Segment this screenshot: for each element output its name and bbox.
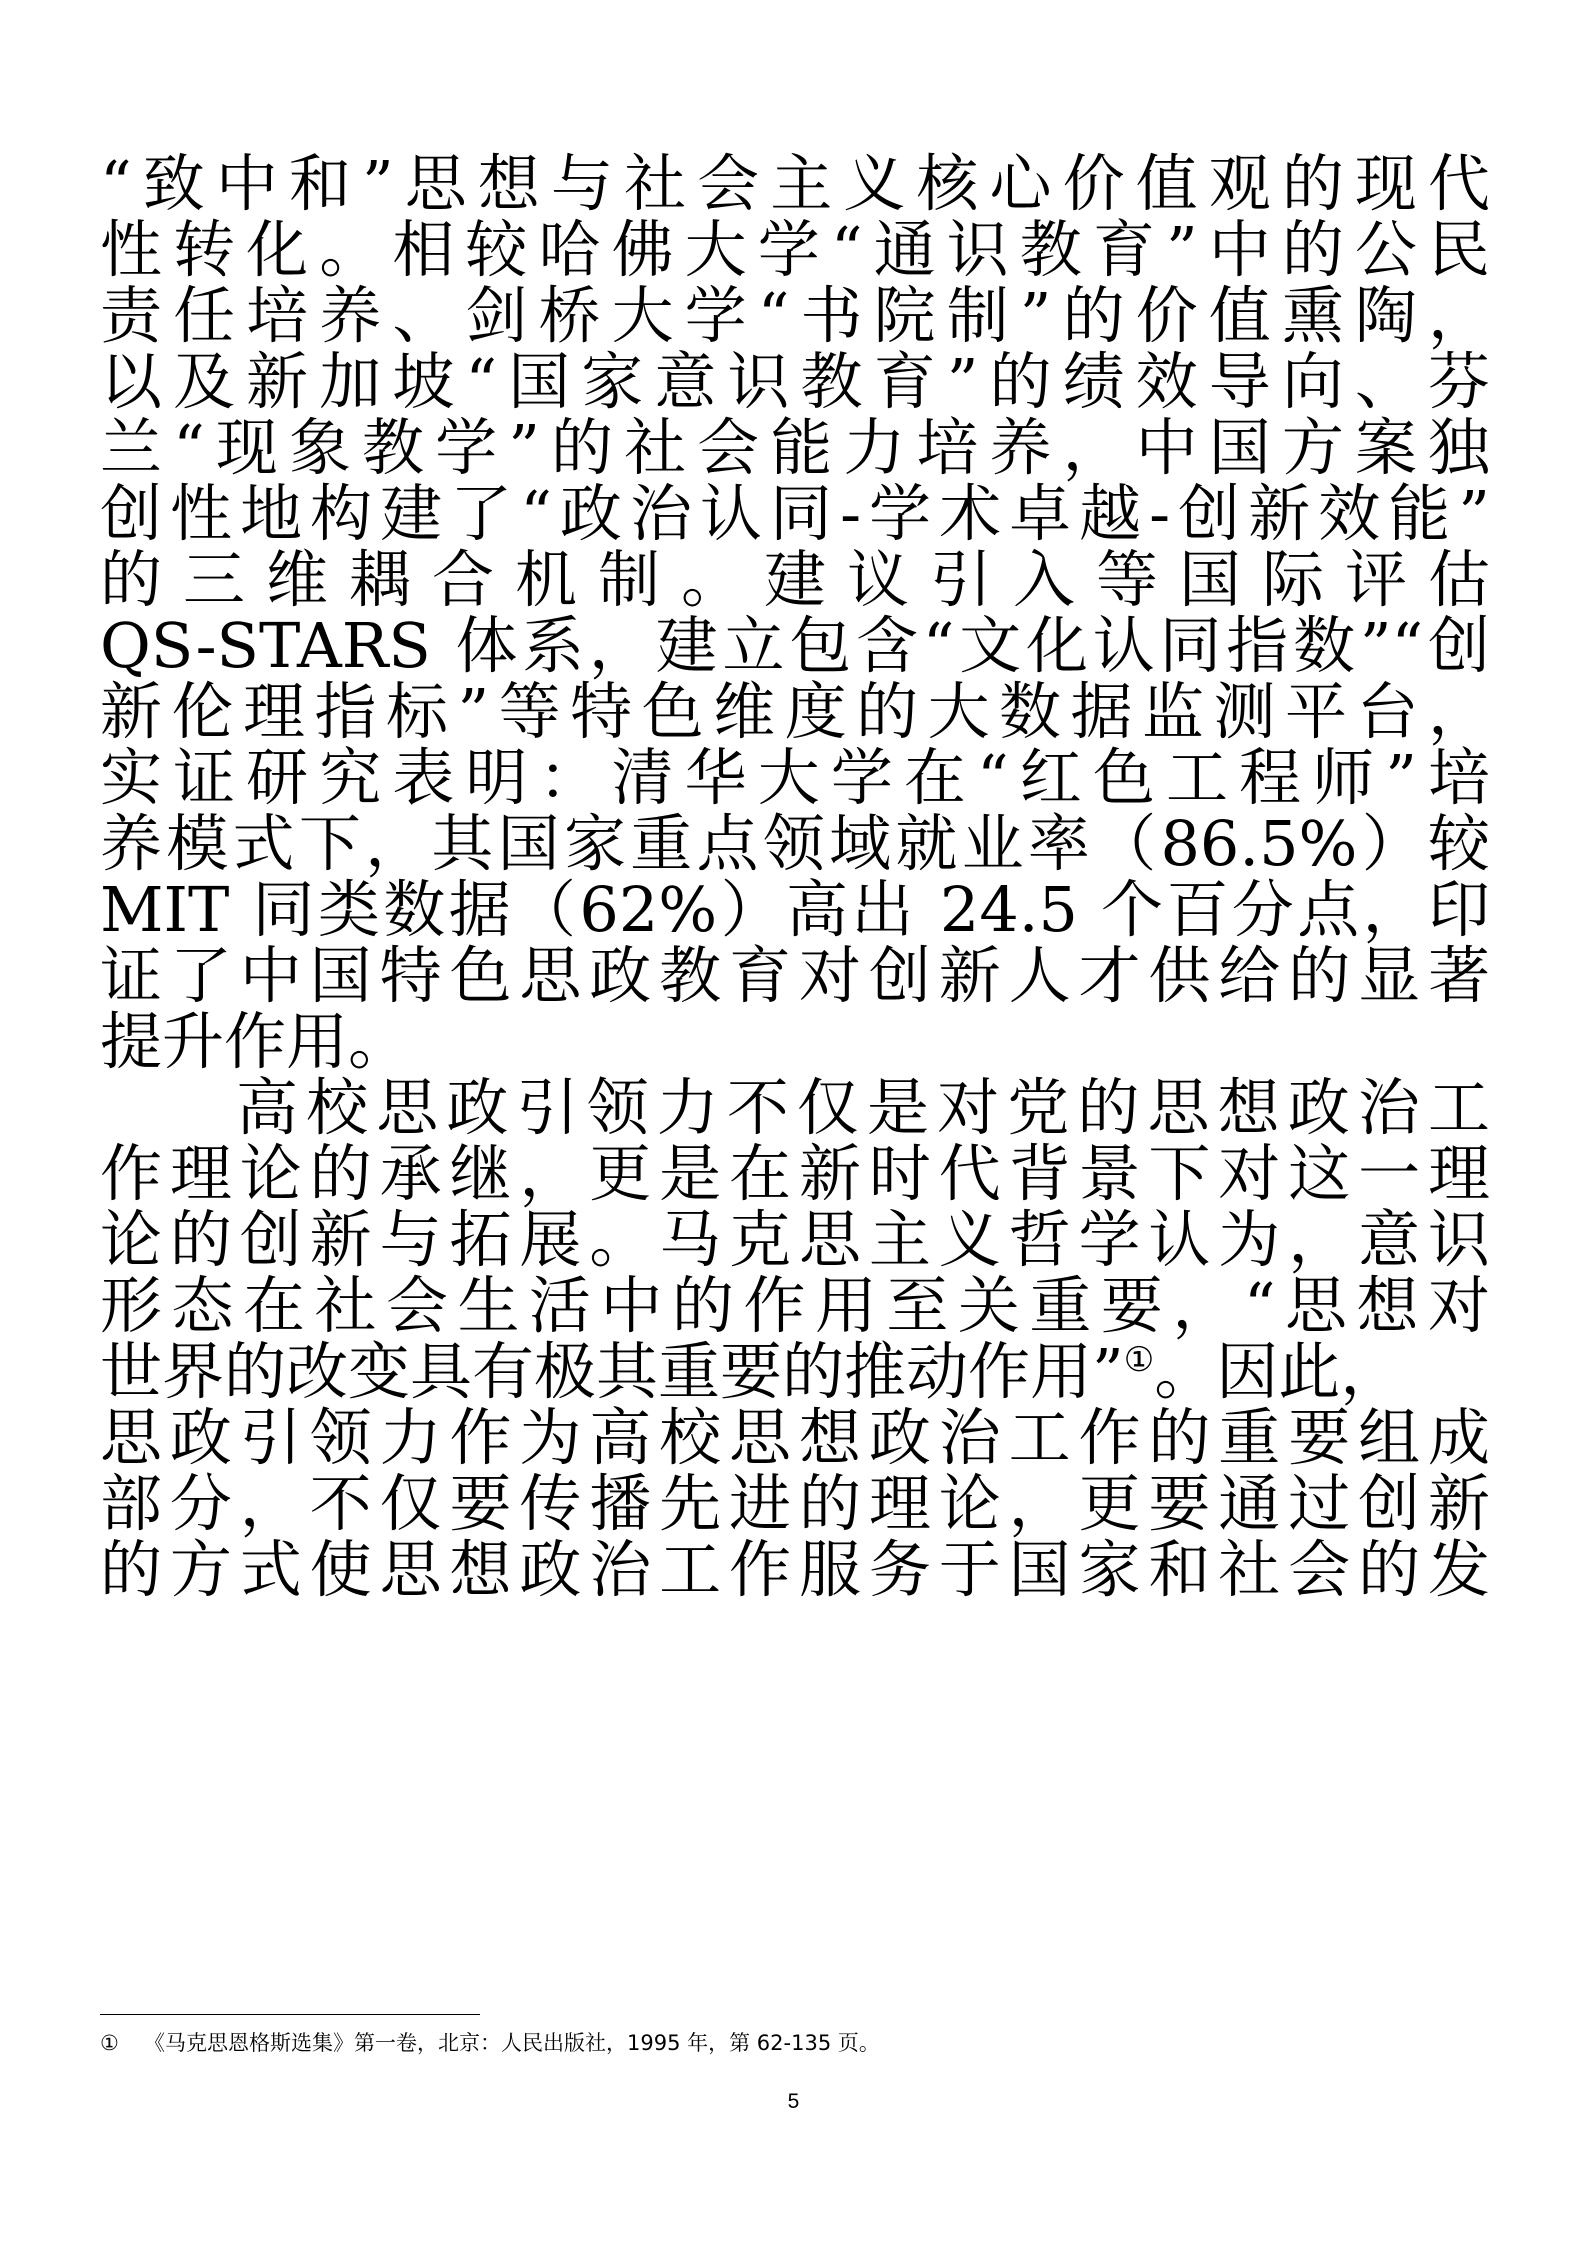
body-line: 以及新加坡“国家意识教育”的绩效导向、芬 (100, 345, 1490, 418)
body-line: 的方式使思想政治工作服务于国家和社会的发 (100, 1533, 1490, 1606)
footnote-separator (100, 2014, 480, 2015)
body-line: 养模式下，其国家重点领域就业率（86.5%）较 (100, 807, 1490, 880)
footnote (100, 2028, 880, 2058)
body-line: 性转化。相较哈佛大学“通识教育”中的公民 (100, 213, 1490, 286)
body-line: 兰“现象教学”的社会能力培养，中国方案独 (100, 411, 1490, 484)
body-line: 新伦理指标”等特色维度的大数据监测平台， (100, 675, 1490, 748)
body-line: 思政引领力作为高校思想政治工作的重要组成 (100, 1401, 1490, 1474)
body-line: 提升作用。 (100, 1005, 411, 1078)
body-line: MIT 同类数据（62%）高出 24.5 个百分点，印 (100, 873, 1490, 946)
body-line: 论的创新与拓展。马克思主义哲学认为，意识 (100, 1203, 1490, 1276)
paragraph-first-line: 高校思政引领力不仅是对党的思想政治工 (236, 1071, 1490, 1144)
body-line: 责任培养、剑桥大学“书院制”的价值熏陶， (100, 279, 1490, 352)
body-line: 创性地构建了“政治认同-学术卓越-创新效能” (100, 477, 1490, 550)
body-line-text: 世界的改变具有极其重要的推动作用” (100, 1335, 1124, 1408)
page-number: 5 (787, 2090, 800, 2113)
body-line: 实证研究表明：清华大学在“红色工程师”培 (100, 741, 1490, 814)
body-line: 形态在社会生活中的作用至关重要，“思想对 (100, 1269, 1490, 1342)
body-line: QS-STARS 体系，建立包含“文化认同指数”“创 (100, 609, 1490, 682)
footnote-reference[interactable]: ① (1123, 1340, 1155, 1380)
body-line: 作理论的承继，更是在新时代背景下对这一理 (100, 1137, 1490, 1210)
footnote-mark: ① (100, 2031, 119, 2055)
body-line: 证了中国特色思政教育对创新人才供给的显著 (100, 939, 1490, 1012)
body-line-text: 。因此， (1154, 1335, 1403, 1408)
footnote-text: 《马克思恩格斯选集》第一卷，北京：人民出版社，1995 年，第 62-135 页。 (144, 2031, 880, 2055)
body-line: “致中和”思想与社会主义核心价值观的现代 (100, 147, 1490, 220)
body-line: 部分，不仅要传播先进的理论，更要通过创新 (100, 1467, 1490, 1540)
body-line: 的三维耦合机制。建议引入等国际评估 (100, 543, 1490, 616)
